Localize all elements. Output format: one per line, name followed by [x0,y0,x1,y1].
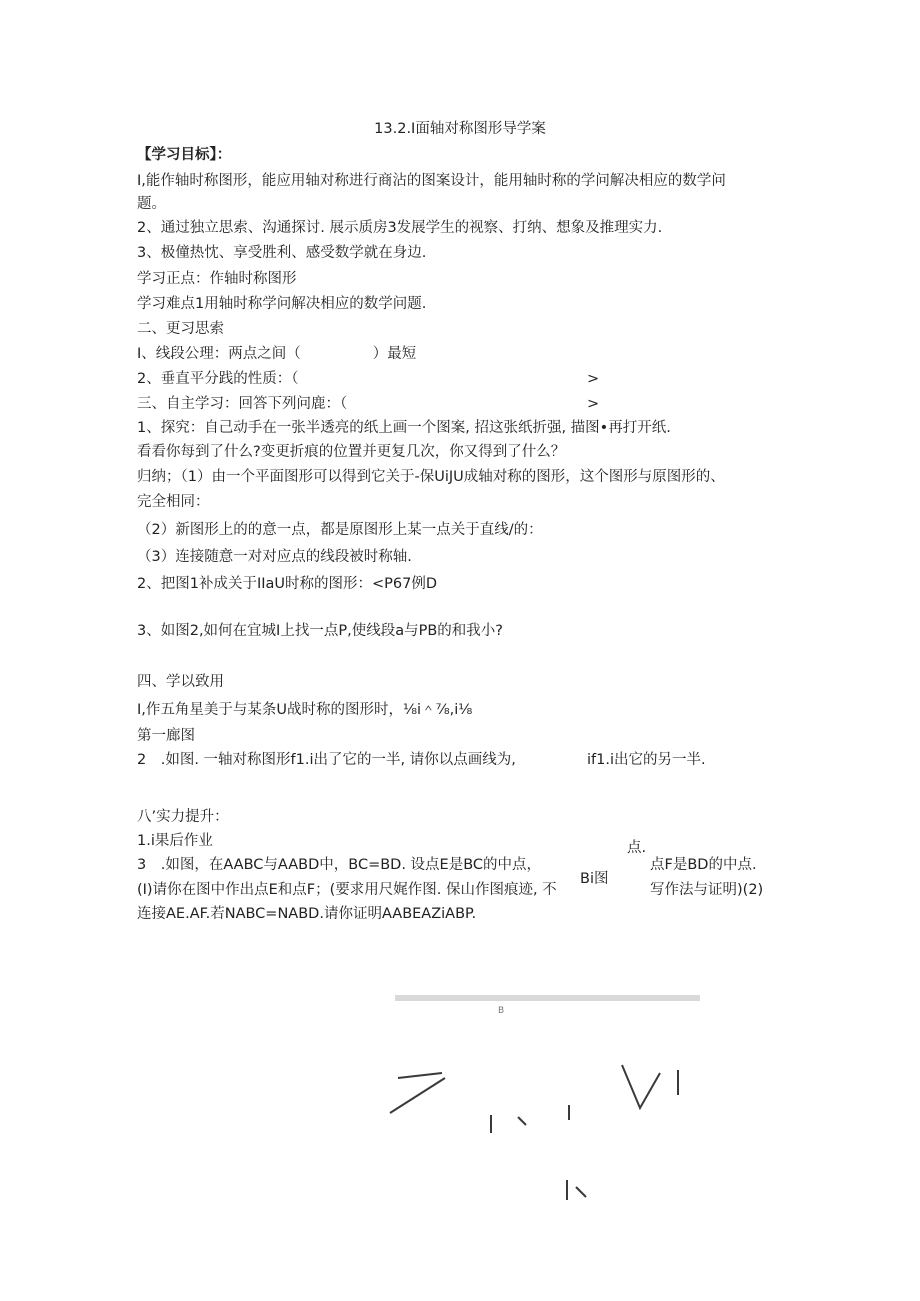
review-q1-text: I、线段公理：两点之间（ [137,346,301,362]
goal-1-line-1: I,能作轴时称图形，能应用轴对称进行商沾的图案设计，能用轴时称的学问解决相应的数学问 [137,173,726,189]
figure-line-diagonal [390,1078,445,1113]
key-point: 学习正点：作轴时称图形 [137,271,297,287]
improve-q3-line-2-end: 写作法与证明)(2) [650,882,764,898]
task-2: 2、把图1补成关于IIaU时称的图形：<P67例D [137,576,438,592]
explore-q1-followup: 看看你每到了什么?变更折痕的位置并更复几次，你又得到了什么？ [137,444,566,460]
review-q2-end: > [587,371,600,387]
apply-q2-end: if1.i出它的另一半. [587,752,706,768]
figure-strokes [390,1065,678,1200]
homework: 1.i果后作业 [137,833,213,849]
self-study-end: > [587,396,600,412]
goal-3: 3、极僮热忱、享受胜利、感受数学就在身边. [137,245,427,261]
summary-1-line-2: 完全相同： [137,494,210,510]
difficult-point: 学习难点1用轴时称学问解决相应的数学问题. [137,296,427,312]
improve-q3-line-1: 3 .如图，在AABC与AABD中，BC=BD. 设点E是BC的中点， [137,857,542,873]
apply-q2: 2 .如图. 一轴对称图形f1.i出了它的一半, 请你以点画线为, [137,752,516,768]
faded-figure [280,965,720,1225]
figure-tick-2 [518,1117,526,1125]
figure-caption: B [498,1006,505,1016]
task-3: 3、如图2,如何在宜城I上找一点P,使线段a与PB的和我小? [137,623,503,639]
apply-q1: I,作五角星美于与某条U战时称的图形时，⅛i＾⅞,i⅛ [137,702,473,718]
point-label: 点. [627,840,647,856]
improve-q3-point-f: 点F是BD的中点. [650,857,757,873]
figure-v-shape [622,1065,660,1108]
figure-tick-6 [576,1187,586,1197]
review-q2: 2、垂直平分践的性质：（ [137,371,299,387]
summary-1-line-1: 归纳；（1）由一个平面图形可以得到它关于-保UiJU成轴对称的图形，这个图形与原图形的、 [137,469,725,485]
summary-2: （2）新图形上的的意一点，都是原图形上某一点关于直线/的： [137,522,543,538]
section-learning-goals: 【学习目标】： [137,147,232,163]
review-q1-end: ）最短 [372,346,417,362]
figure-line-top [398,1073,442,1078]
goal-1-line-2: 题。 [137,196,166,212]
section-apply: 四、学以致用 [137,674,224,690]
summary-3: （3）连接随意一对对应点的线段被时称轴. [137,549,412,565]
section-improve: 八’实力提升： [137,809,229,825]
page-title: 13.2.I面轴对称图形导学案 [374,121,546,137]
figure-b-label: Bi图 [580,871,609,887]
improve-q3-line-3: 连接AE.AF.若NABC=NABD.请你证明AABEAZiABP. [137,906,477,922]
section-self-study: 三、自主学习：回答下列问鹿：（ [137,396,348,412]
explore-q1: 1、探究：自己动手在一张半透亮的纸上画一个图案, 招这张纸折强, 描图•再打开纸. [137,420,671,436]
improve-q3-line-2: (I)请你在图中作出点E和点F；(要求用尺娓作图. 保山作图痕迹, 不 [137,882,557,898]
section-review: 二、更习思索 [137,321,224,337]
review-q1 [137,344,416,364]
figure-label: 第一廊图 [137,728,195,744]
goal-2: 2、通过独立思索、沟通探讨. 展示质房3发展学生的视察、打纳、想象及推理实力. [137,220,663,236]
